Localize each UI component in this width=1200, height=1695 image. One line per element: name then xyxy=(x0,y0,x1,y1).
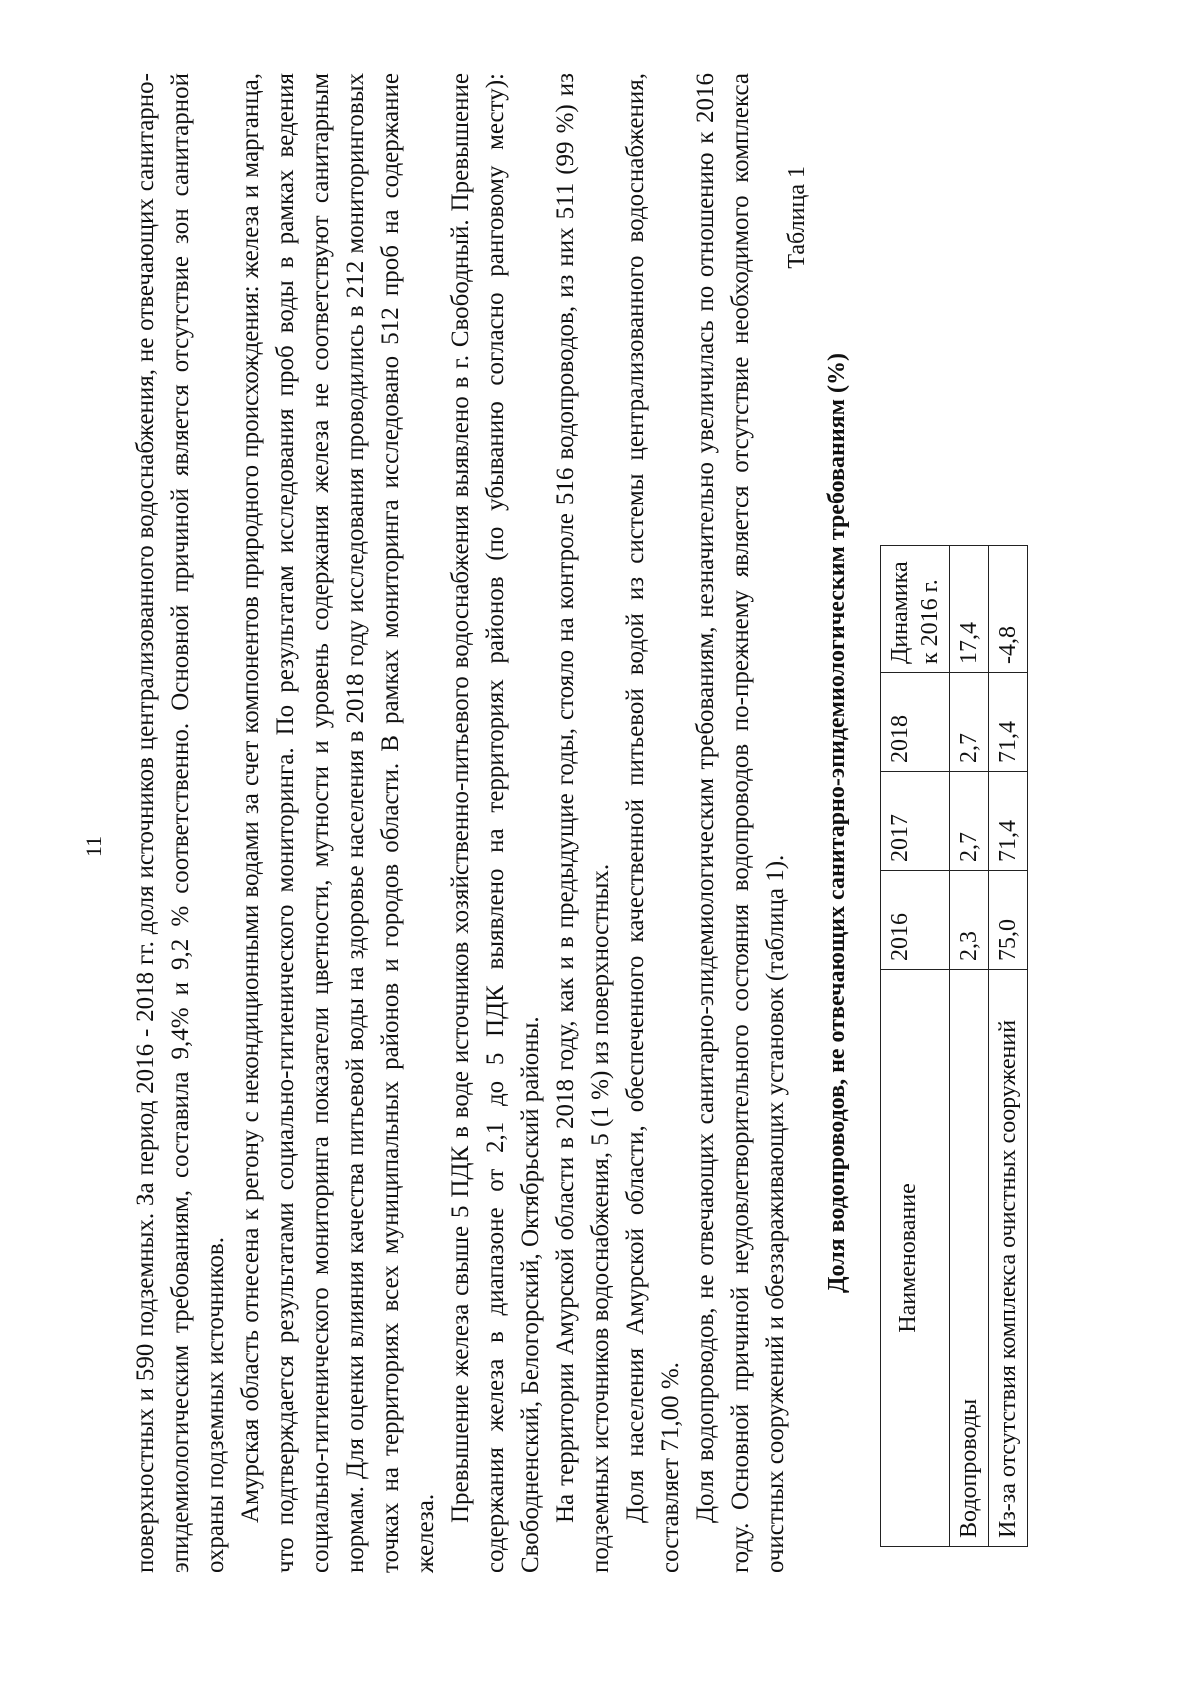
cell-dynamics: -4,8 xyxy=(989,546,1028,673)
cell-2017: 2,7 xyxy=(950,772,989,871)
table-label: Таблица 1 xyxy=(784,166,810,269)
paragraph: Амурская область отнесена к регону с некондиционными водами за счет компонентов природного происхождения: железа и марганца, что подтверждается результатами социально-гигиенического мониторинга. По результатам исследования проб воды в рамках ведения социально-гигиенического мониторинга показатели цветности, мутности и уровень содержания железа не соответствуют санитарным нормам. Для оценки влияния качества питьевой воды на здоровье населения в 2018 году исследования проводились в 212 мониторинговых точках на территориях всех муниципальных районов и городов области. В рамках мониторинга исследовано 512 проб на содержание железа. xyxy=(237,73,439,1573)
paragraph: Доля водопроводов, не отвечающих санитарно-эпидемиологическим требованиям, незначительно увеличилась по отношению к 2016 году. Основной причиной неудовлетворительного состояния водопроводов по-прежнему является отсутствие необходимого комплекса очистных сооружений и обеззараживающих установок (таблица 1). xyxy=(692,73,789,1573)
cell-2018: 2,7 xyxy=(950,673,989,772)
row-name: Из-за отсутствия комплекса очистных сооружений xyxy=(989,970,1028,1547)
paragraph: Доля населения Амурской области, обеспеченного качественной питьевой водой из системы централизованного водоснабжения, составляет 71,00 %. xyxy=(622,73,684,1573)
column-header-2017: 2017 xyxy=(881,772,950,871)
cell-2017: 71,4 xyxy=(989,772,1028,871)
column-header-2016: 2016 xyxy=(881,871,950,970)
paragraph: поверхностных и 590 подземных. За период 2016 - 2018 гг. доля источников централизованного водоснабжения, не отвечающих санитарно-эпидемиологическим требованиям, составила 9,4% и 9,2 % соответственно. Основной причиной является отсутствие зон санитарной охраны подземных источников. xyxy=(132,73,229,1573)
paragraph: На территории Амурской области в 2018 году, как и в предыдущие годы, стояло на контроле 516 водопроводов, из них 511 (99 %) из подземных источников водоснабжения, 5 (1 %) из поверхностных. xyxy=(552,73,614,1573)
column-header-name: Наименование xyxy=(881,970,950,1547)
table-header-row xyxy=(881,546,950,1547)
row-name: Водопроводы xyxy=(950,970,989,1547)
column-header-dynamics: Динамика к 2016 г. xyxy=(881,546,950,673)
body-text xyxy=(128,73,793,1573)
cell-2016: 2,3 xyxy=(950,871,989,970)
paragraph: Превышение железа свыше 5 ПДК в воде источников хозяйственно-питьевого водоснабжения выявлено в г. Свободный. Превышение содержания железа в диапазоне от 2,1 до 5 ПДК выявлено на территориях районов (по убыванию согласно ранговому месту): Свободненский, Белогорский, Октябрьский районы. xyxy=(447,73,544,1573)
cell-2018: 71,4 xyxy=(989,673,1028,772)
cell-2016: 75,0 xyxy=(989,871,1028,970)
table-row xyxy=(950,546,989,1547)
table-title: Доля водопроводов, не отвечающих санитарно-эпидемиологическим требованиям (%) xyxy=(824,353,850,1293)
cell-dynamics: 17,4 xyxy=(950,546,989,673)
page-number: 11 xyxy=(81,835,106,857)
column-header-2018: 2018 xyxy=(881,673,950,772)
data-table xyxy=(880,545,1028,1547)
table-row xyxy=(989,546,1028,1547)
